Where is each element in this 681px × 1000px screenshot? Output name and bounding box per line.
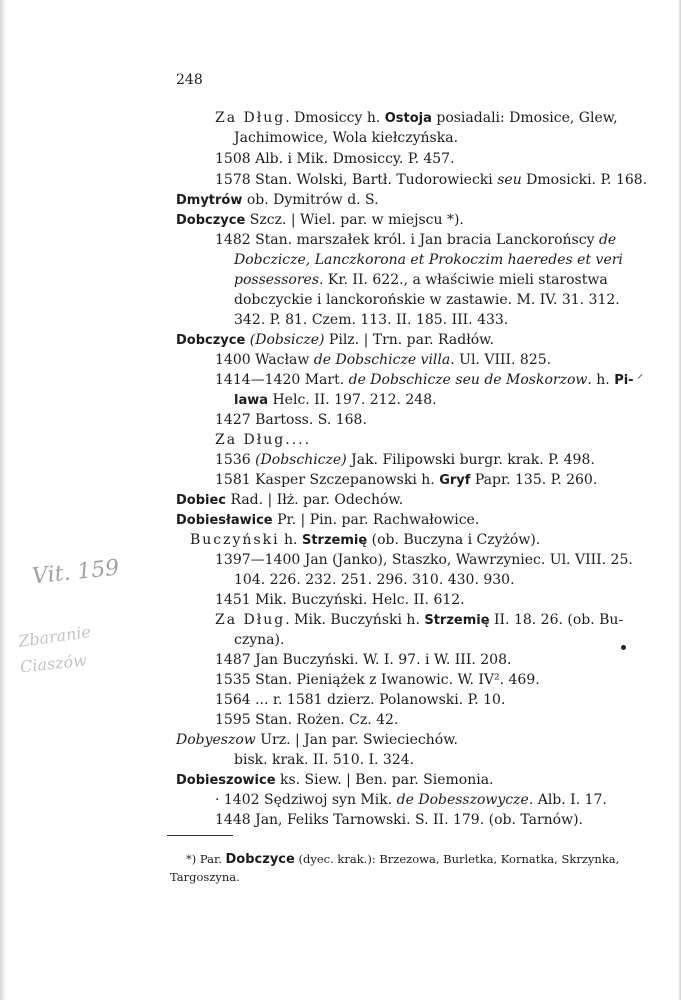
text-run: 1397—1400 Jan (Janko), Staszko, Wawrzyniec. Ul. VIII. 25. bbox=[215, 552, 633, 568]
bold-term: lawa bbox=[234, 393, 269, 408]
text-run: 1427 Bartoss. S. 168. bbox=[215, 412, 367, 428]
text-line bbox=[215, 671, 540, 689]
text-run: Kr. II. 622., a właściwie mieli starostwa bbox=[323, 272, 608, 288]
text-run: 1487 Jan Buczyński. W. I. 97. i W. III. 208. bbox=[215, 652, 512, 668]
bold-term: Gryf bbox=[439, 473, 471, 488]
text-line bbox=[215, 471, 597, 490]
bold-term: Dobczyce bbox=[176, 213, 246, 228]
bold-term: Dobiec bbox=[176, 493, 227, 508]
margin-handwriting: Ciaszów bbox=[19, 650, 88, 677]
text-run: 1451 Mik. Buczyński. Helc. II. 612. bbox=[215, 592, 465, 608]
text-line bbox=[215, 371, 634, 390]
text-run: Jak. Filipowski burgr. krak. P. 498. bbox=[346, 452, 595, 468]
text-line bbox=[215, 411, 367, 429]
footnote-divider bbox=[167, 835, 233, 836]
bold-term: Dobiesławice bbox=[176, 513, 273, 528]
italic-term: (Dobschicze) bbox=[255, 452, 347, 468]
text-run: Pr. | Pin. par. Rachwałowice. bbox=[272, 512, 480, 528]
footnote-line bbox=[170, 868, 240, 886]
text-run: bisk. krak. II. 510. I. 324. bbox=[234, 752, 415, 768]
text-line bbox=[215, 150, 455, 168]
ink-dot-mark bbox=[621, 645, 626, 650]
text-run: 1578 Stan. Wolski, Bartł. Tudorowiecki bbox=[215, 172, 498, 188]
pencil-tick-mark bbox=[638, 374, 643, 379]
text-line bbox=[215, 351, 551, 369]
text-run: Urz. | Jan par. Swieciechów. bbox=[255, 732, 458, 748]
text-run: Dmosicki. P. 168. bbox=[521, 172, 648, 188]
text-line bbox=[215, 611, 623, 630]
text-run: . Mik. Buczyński h. bbox=[285, 612, 425, 628]
entry-heading-line bbox=[176, 731, 458, 749]
bold-term: Strzemię bbox=[301, 533, 368, 548]
text-run: Papr. 135. P. 260. bbox=[470, 472, 598, 488]
text-line bbox=[234, 129, 458, 147]
italic-term: possessores. bbox=[234, 272, 324, 288]
text-run: (dyec. krak.): Brzezowa, Burletka, Kornatka, Skrzynka, bbox=[294, 852, 620, 866]
italic-term: Dobyeszow bbox=[176, 732, 256, 748]
text-line bbox=[215, 711, 398, 729]
text-line bbox=[215, 431, 311, 449]
bold-term: Strzemię bbox=[424, 613, 490, 628]
text-line bbox=[234, 251, 623, 269]
bold-term: Ostoja bbox=[384, 111, 432, 126]
text-line bbox=[234, 291, 620, 309]
text-run: 1595 Stan. Rożen. Cz. 42. bbox=[215, 712, 399, 728]
entry-heading-line bbox=[176, 211, 464, 230]
italic-term: Dobczicze, Lanczkorona et Prokoczim haeredes et veri bbox=[234, 252, 623, 268]
text-run: . h. bbox=[587, 372, 615, 388]
text-line bbox=[215, 171, 647, 189]
text-line bbox=[215, 811, 583, 829]
spaced-term: Za Dług bbox=[215, 110, 286, 126]
text-run: Targoszyna. bbox=[170, 870, 240, 884]
text-run: 1448 Jan, Feliks Tarnowski. S. II. 179. (ob. Tarnów). bbox=[215, 812, 583, 828]
text-run: Jachimowice, Wola kiełczyńska. bbox=[234, 130, 459, 146]
margin-handwriting: Vit. 159 bbox=[30, 555, 121, 590]
text-line bbox=[234, 271, 608, 289]
text-run: 342. P. 81. Czem. 113. II. 185. III. 433. bbox=[234, 312, 509, 328]
text-line bbox=[234, 391, 437, 410]
italic-term: (Dobsicze) bbox=[249, 332, 325, 348]
text-run: Pilz. | Trn. par. Radłów. bbox=[324, 332, 494, 348]
entry-heading-line bbox=[176, 771, 494, 790]
text-line bbox=[215, 451, 595, 469]
text-run: . Ul. VIII. 825. bbox=[450, 352, 552, 368]
text-run: . Dmosiccy h. bbox=[285, 110, 385, 126]
text-line bbox=[215, 651, 511, 669]
italic-term: de Dobschicze villa bbox=[313, 352, 451, 368]
text-run: 104. 226. 232. 251. 296. 310. 430. 930. bbox=[234, 572, 515, 588]
entry-heading-line bbox=[176, 511, 479, 530]
text-run: . Alb. I. 17. bbox=[528, 792, 607, 808]
footnote-line bbox=[186, 850, 619, 869]
text-run: czyna). bbox=[234, 632, 285, 648]
text-run: 1414—1420 Mart. bbox=[215, 372, 349, 388]
text-run: Rad. | Iłż. par. Odechów. bbox=[226, 492, 404, 508]
text-run: dobczyckie i lanckorońskie w zastawie. M. IV. 31. 312. bbox=[234, 292, 620, 308]
text-run: ks. Siew. | Ben. par. Siemonia. bbox=[275, 772, 494, 788]
page-number: 248 bbox=[176, 72, 203, 88]
bold-term: Dobczyce bbox=[176, 333, 246, 348]
text-run: 1564 ... r. 1581 dzierz. Polanowski. P. 10. bbox=[215, 692, 506, 708]
page-left-edge-shadow bbox=[0, 0, 6, 1000]
text-run: 1536 bbox=[215, 452, 256, 468]
entry-heading-line bbox=[176, 191, 379, 210]
entry-heading-line bbox=[176, 491, 403, 510]
bold-term: Dmytrów bbox=[176, 193, 243, 208]
text-run: 1482 Stan. marszałek król. i Jan bracia Lanckorońscy bbox=[215, 232, 599, 248]
text-line bbox=[234, 751, 414, 769]
italic-term: de Dobschicze seu de Moskorzow bbox=[348, 372, 588, 388]
text-line bbox=[215, 551, 633, 569]
spaced-term: Za Dług bbox=[215, 612, 286, 628]
margin-handwriting: Zbaranie bbox=[17, 622, 92, 651]
text-run: 1581 Kasper Szczepanowski h. bbox=[215, 472, 440, 488]
text-run: · 1402 Sędziwoj syn Mik. bbox=[215, 792, 397, 808]
text-run: 1400 Wacław bbox=[215, 352, 314, 368]
italic-term: seu bbox=[497, 172, 522, 188]
text-run: (ob. Buczyna i Czyżów). bbox=[367, 532, 541, 548]
text-line bbox=[234, 571, 515, 589]
text-run: h. bbox=[279, 532, 302, 548]
spaced-term: Buczyński bbox=[190, 532, 280, 548]
text-run: Szcz. | Wiel. par. w miejscu *). bbox=[245, 212, 464, 228]
spaced-term: Za Dług.... bbox=[215, 432, 312, 448]
text-line bbox=[234, 311, 508, 329]
text-run: 1508 Alb. i Mik. Dmosiccy. P. 457. bbox=[215, 151, 455, 167]
bold-term: Dobczyce bbox=[225, 852, 295, 867]
text-run: Helc. II. 197. 212. 248. bbox=[268, 392, 437, 408]
bold-term: Dobieszowice bbox=[176, 773, 276, 788]
bold-term: Pi- bbox=[614, 373, 634, 388]
text-run: ob. Dymitrów d. S. bbox=[242, 192, 379, 208]
text-run: *) Par. bbox=[186, 852, 226, 866]
entry-heading-line bbox=[176, 331, 494, 350]
text-line bbox=[215, 791, 607, 809]
italic-term: de Dobesszowycze bbox=[396, 792, 529, 808]
text-line bbox=[215, 231, 616, 249]
subentry-line bbox=[190, 531, 540, 550]
text-run: II. 18. 26. (ob. Bu- bbox=[489, 612, 624, 628]
italic-term: de bbox=[598, 232, 617, 248]
text-line bbox=[234, 631, 284, 649]
text-line bbox=[215, 109, 618, 128]
text-line bbox=[215, 591, 465, 609]
text-line bbox=[215, 691, 505, 709]
text-run: 1535 Stan. Pieniążek z Iwanowic. W. IV². 469. bbox=[215, 672, 540, 688]
text-run: posiadali: Dmosice, Glew, bbox=[431, 110, 618, 126]
